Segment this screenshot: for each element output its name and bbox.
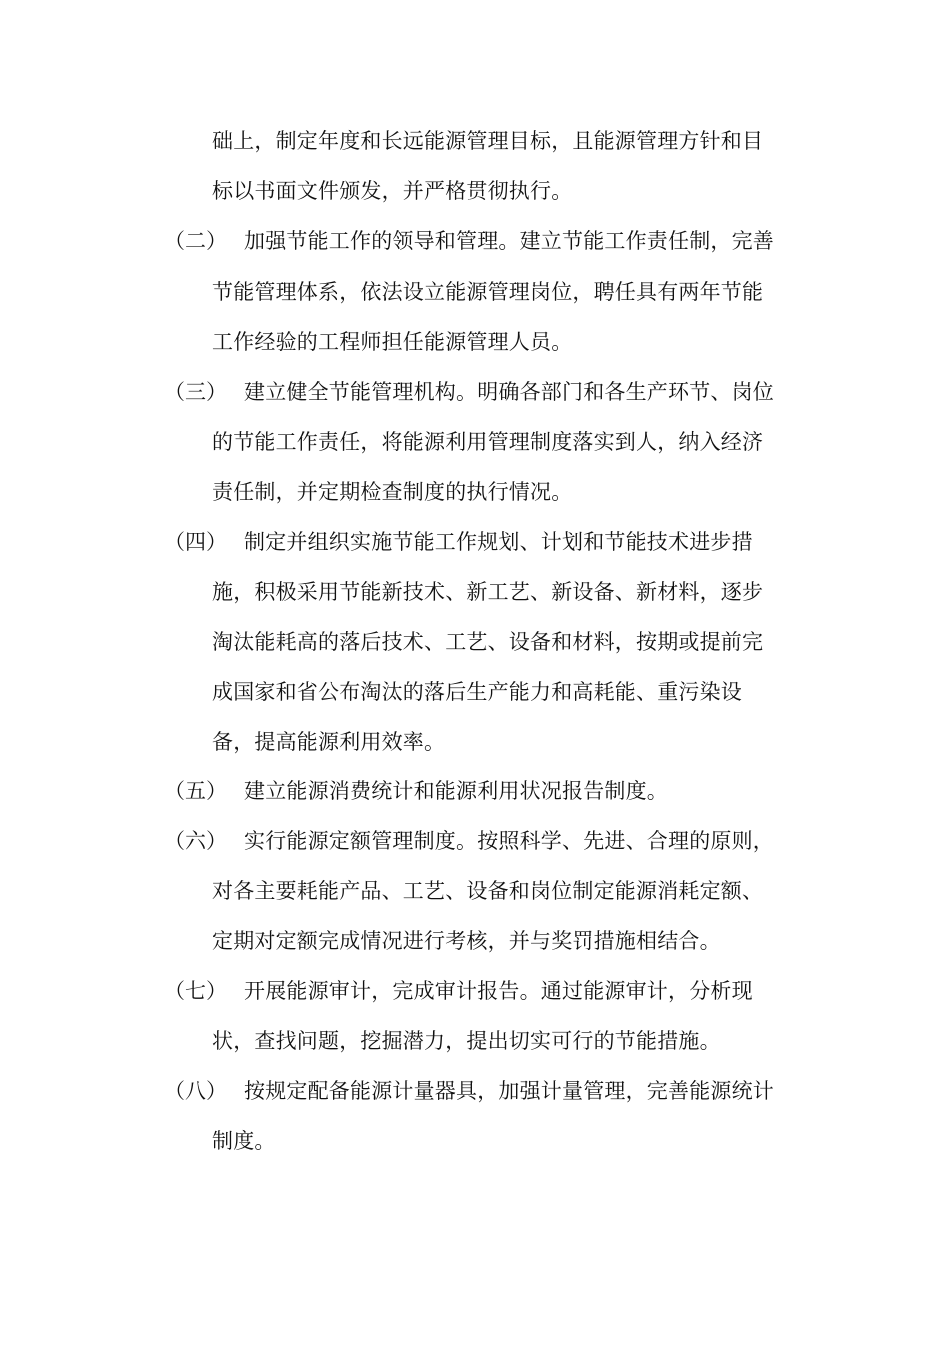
item-line: 对各主要耗能产品、工艺、设备和岗位制定能源消耗定额、 [212,879,764,903]
item-first-line: 开展能源审计，完成审计报告。通过能源审计，分析现 [244,979,753,1003]
item-first-line: 建立健全节能管理机构。明确各部门和各生产环节、岗位 [244,380,774,404]
item-line: 责任制，并定期检查制度的执行情况。 [212,480,573,504]
item-first-line: 加强节能工作的领导和管理。建立节能工作责任制，完善 [244,229,774,253]
item-line: 备，提高能源利用效率。 [212,730,446,754]
paragraph-line: 础上，制定年度和长远能源管理目标，且能源管理方针和目 [212,129,764,153]
item-marker: （六） [164,829,227,853]
item-first-line: 实行能源定额管理制度。按照科学、先进、合理的原则， [244,829,774,853]
item-marker: （四） [164,530,227,554]
item-first-line: 制定并组织实施节能工作规划、计划和节能技术进步措 [244,530,753,554]
paragraph-line: 标以书面文件颁发，并严格贯彻执行。 [212,179,573,203]
item-marker: （七） [164,979,227,1003]
item-line: 制度。 [212,1129,276,1153]
item-marker: （八） [164,1079,227,1103]
item-line: 工作经验的工程师担任能源管理人员。 [212,330,573,354]
item-first-line: 按规定配备能源计量器具，加强计量管理，完善能源统计 [244,1079,774,1103]
item-marker: （三） [164,380,227,404]
item-line: 成国家和省公布淘汰的落后生产能力和高耗能、重污染设 [212,680,742,704]
item-line: 的节能工作责任，将能源利用管理制度落实到人，纳入经济 [212,430,764,454]
item-first-line: 建立能源消费统计和能源利用状况报告制度。 [244,779,668,803]
item-line: 定期对定额完成情况进行考核，并与奖罚措施相结合。 [212,929,721,953]
item-line: 施，积极采用节能新技术、新工艺、新设备、新材料，逐步 [212,580,764,604]
item-line: 节能管理体系，依法设立能源管理岗位，聘任具有两年节能 [212,280,764,304]
item-marker: （五） [164,779,227,803]
item-line: 状，查找问题，挖掘潜力，提出切实可行的节能措施。 [212,1029,721,1053]
item-marker: （二） [164,229,227,253]
item-line: 淘汰能耗高的落后技术、工艺、设备和材料，按期或提前完 [212,630,764,654]
